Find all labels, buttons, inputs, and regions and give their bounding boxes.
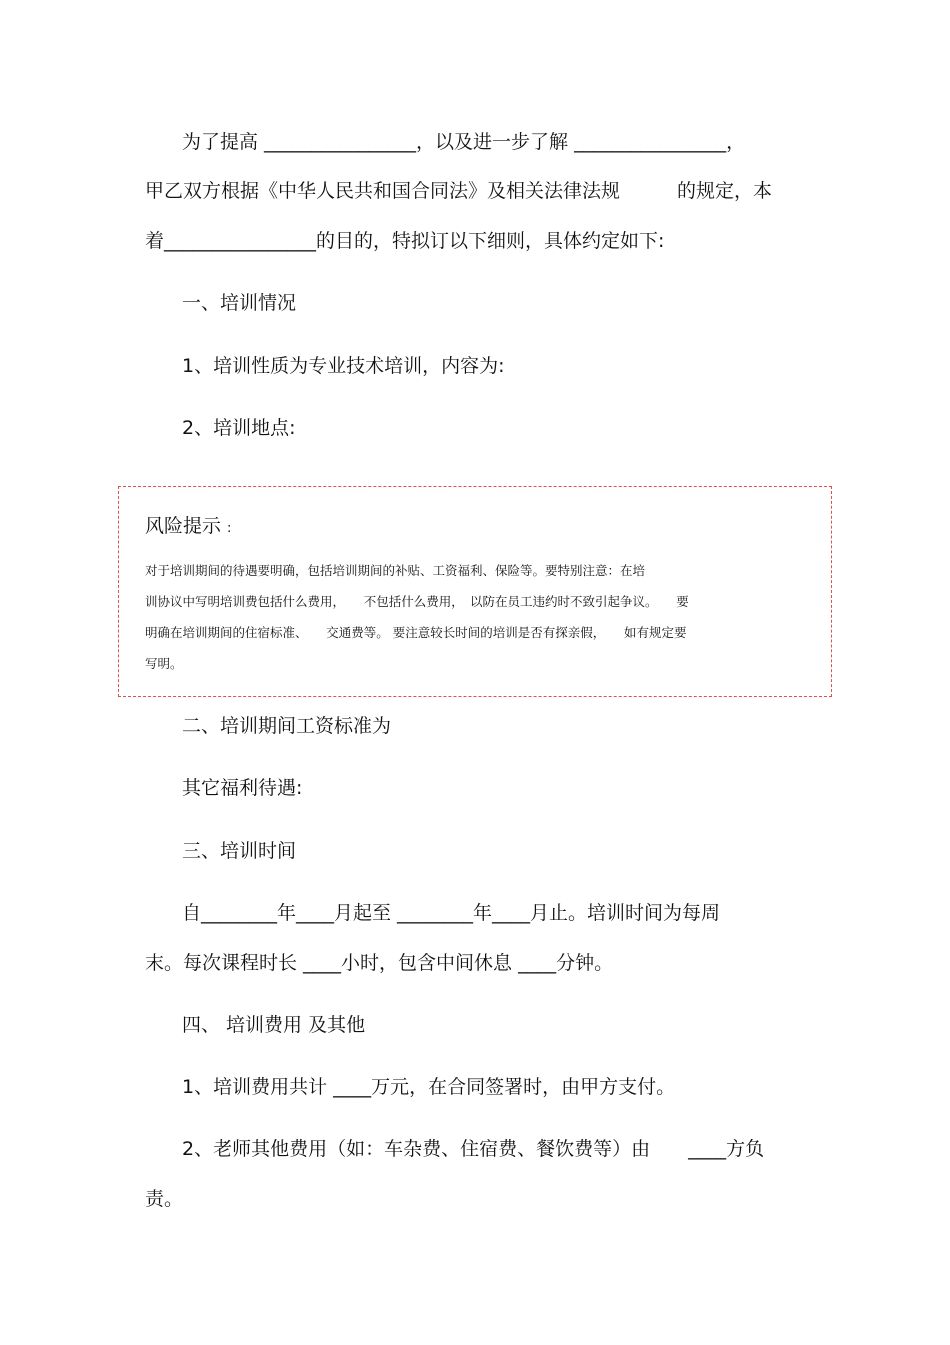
clause-4-2: 2、老师其他费用（如：车杂费、住宿费、餐饮费等）由 ____方负 <box>182 1138 765 1160</box>
risk-notice-title <box>145 514 231 541</box>
section-heading-1: 一、培训情况 <box>182 292 297 314</box>
section-heading-4: 四、 培训费用 及其他 <box>182 1014 366 1036</box>
clause-4-1: 1、培训费用共计 ____万元，在合同签署时，由甲方支付。 <box>182 1076 676 1098</box>
intro-line-2: 甲乙双方根据《中华人民共和国合同法》及相关法律法规 的规定，本 <box>145 180 773 202</box>
risk-notice-title-text: 风险提示 <box>145 515 222 537</box>
risk-notice-title-colon: : <box>227 521 232 536</box>
risk-notice-line-2: 训协议中写明培训费包括什么费用， 不包括什么费用， 以防在员工违约时不致引起争议。 要 <box>145 594 689 609</box>
other-benefits-line: 其它福利待遇: <box>182 777 303 799</box>
risk-notice-line-4: 写明。 <box>145 656 183 671</box>
risk-notice-line-1: 对于培训期间的待遇要明确，包括培训期间的补贴、工资福利、保险等。要特别注意：在培 <box>145 563 646 578</box>
intro-line-3: 着________________的目的，特拟订以下细则，具体约定如下: <box>145 230 665 252</box>
section-heading-2: 二、培训期间工资标准为 <box>182 715 392 737</box>
section-heading-3: 三、培训时间 <box>182 840 297 862</box>
clause-4-2-continued: 责。 <box>145 1188 184 1210</box>
training-period-line-2: 末。每次课程时长 ____小时，包含中间休息 ____分钟。 <box>145 952 614 974</box>
risk-notice-line-3: 明确在培训期间的住宿标准、 交通费等。 要注意较长时间的培训是否有探亲假， 如有规定要 <box>145 625 687 640</box>
intro-line-1: 为了提高 ________________，以及进一步了解 ________________， <box>182 131 746 153</box>
clause-1-1: 1、培训性质为专业技术培训，内容为: <box>182 355 505 377</box>
clause-1-2: 2、培训地点: <box>182 417 296 439</box>
training-period-line-1: 自________年____月起至 ________年____月止。培训时间为每周 <box>182 902 721 924</box>
